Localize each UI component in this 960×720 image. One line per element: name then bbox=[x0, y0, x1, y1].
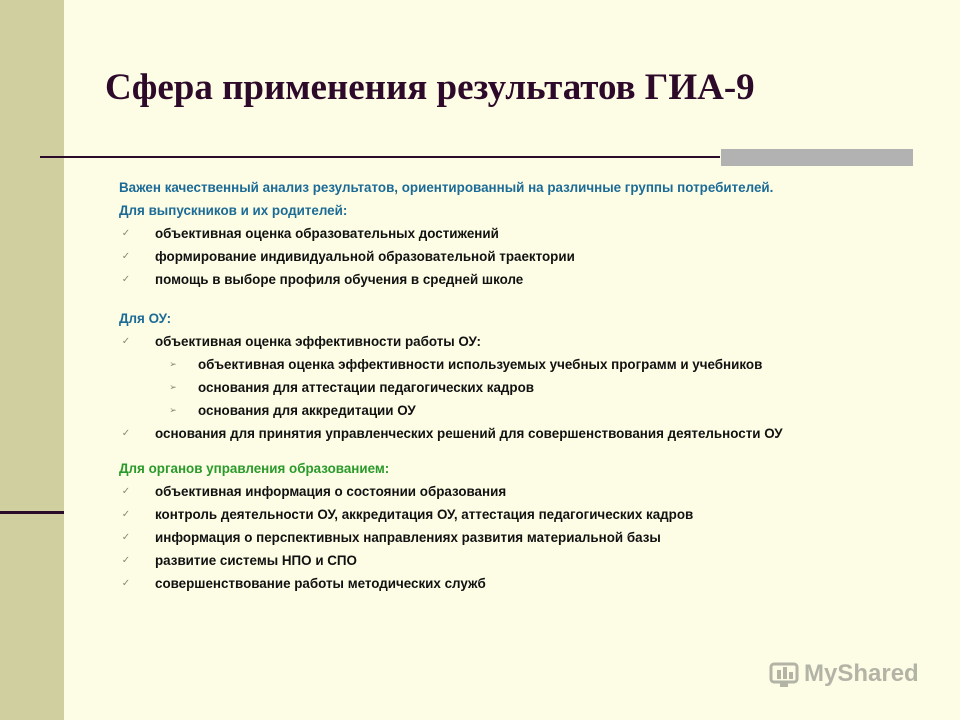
list-item: ✓ основания для принятия управленческих решений для совершенствования деятельности ОУ bbox=[119, 422, 939, 445]
checkmark-bullet-icon: ✓ bbox=[121, 509, 131, 520]
authorities-heading: Для органов управления образованием: bbox=[119, 461, 390, 476]
list-item: ✓ развитие системы НПО и СПО bbox=[119, 549, 939, 572]
list-item: ✓ контроль деятельности ОУ, аккредитация ОУ, аттестация педагогических кадров bbox=[119, 503, 939, 526]
intro-text: Важен качественный анализ результатов, ориентированный на различные группы потребителей. bbox=[119, 180, 774, 195]
checkmark-bullet-icon: ✓ bbox=[121, 486, 131, 497]
sub-list-item: ➢ объективная оценка эффективности используемых учебных программ и учебников bbox=[119, 353, 939, 376]
checkmark-bullet-icon: ✓ bbox=[121, 428, 131, 439]
list-item: ✓ информация о перспективных направлениях развития материальной базы bbox=[119, 526, 939, 549]
checkmark-bullet-icon: ✓ bbox=[121, 532, 131, 543]
slide-title: Сфера применения результатов ГИА-9 bbox=[105, 67, 755, 108]
list-item: ✓ формирование индивидуальной образовательной траектории bbox=[119, 245, 939, 268]
checkmark-bullet-icon: ✓ bbox=[121, 274, 131, 285]
slide-content bbox=[119, 176, 939, 595]
checkmark-bullet-icon: ✓ bbox=[121, 251, 131, 262]
list-item: ✓ объективная оценка эффективности работы ОУ: bbox=[119, 330, 939, 353]
myshared-logo-icon bbox=[768, 658, 800, 690]
checkmark-bullet-icon: ✓ bbox=[121, 555, 131, 566]
schools-heading: Для ОУ: bbox=[119, 311, 172, 326]
checkmark-bullet-icon: ✓ bbox=[121, 228, 131, 239]
section-gap bbox=[119, 445, 939, 457]
title-accent-bar bbox=[721, 149, 913, 166]
graduates-heading: Для выпускников и их родителей: bbox=[119, 203, 348, 218]
list-item: ✓ объективная оценка образовательных достижений bbox=[119, 222, 939, 245]
sub-list-item: ➢ основания для аттестации педагогических кадров bbox=[119, 376, 939, 399]
arrow-bullet-icon: ➢ bbox=[169, 382, 177, 392]
section-gap bbox=[119, 291, 939, 307]
sidebar-divider bbox=[0, 511, 64, 514]
checkmark-bullet-icon: ✓ bbox=[121, 578, 131, 589]
checkmark-bullet-icon: ✓ bbox=[121, 336, 131, 347]
watermark-text: MyShared bbox=[804, 660, 919, 687]
title-underline bbox=[40, 156, 720, 158]
left-sidebar-band bbox=[0, 0, 64, 720]
sub-list-item: ➢ основания для аккредитации ОУ bbox=[119, 399, 939, 422]
list-item: ✓ помощь в выборе профиля обучения в средней школе bbox=[119, 268, 939, 291]
watermark bbox=[768, 656, 919, 692]
arrow-bullet-icon: ➢ bbox=[169, 359, 177, 369]
list-item: ✓ объективная информация о состоянии образования bbox=[119, 480, 939, 503]
arrow-bullet-icon: ➢ bbox=[169, 405, 177, 415]
list-item: ✓ совершенствование работы методических служб bbox=[119, 572, 939, 595]
